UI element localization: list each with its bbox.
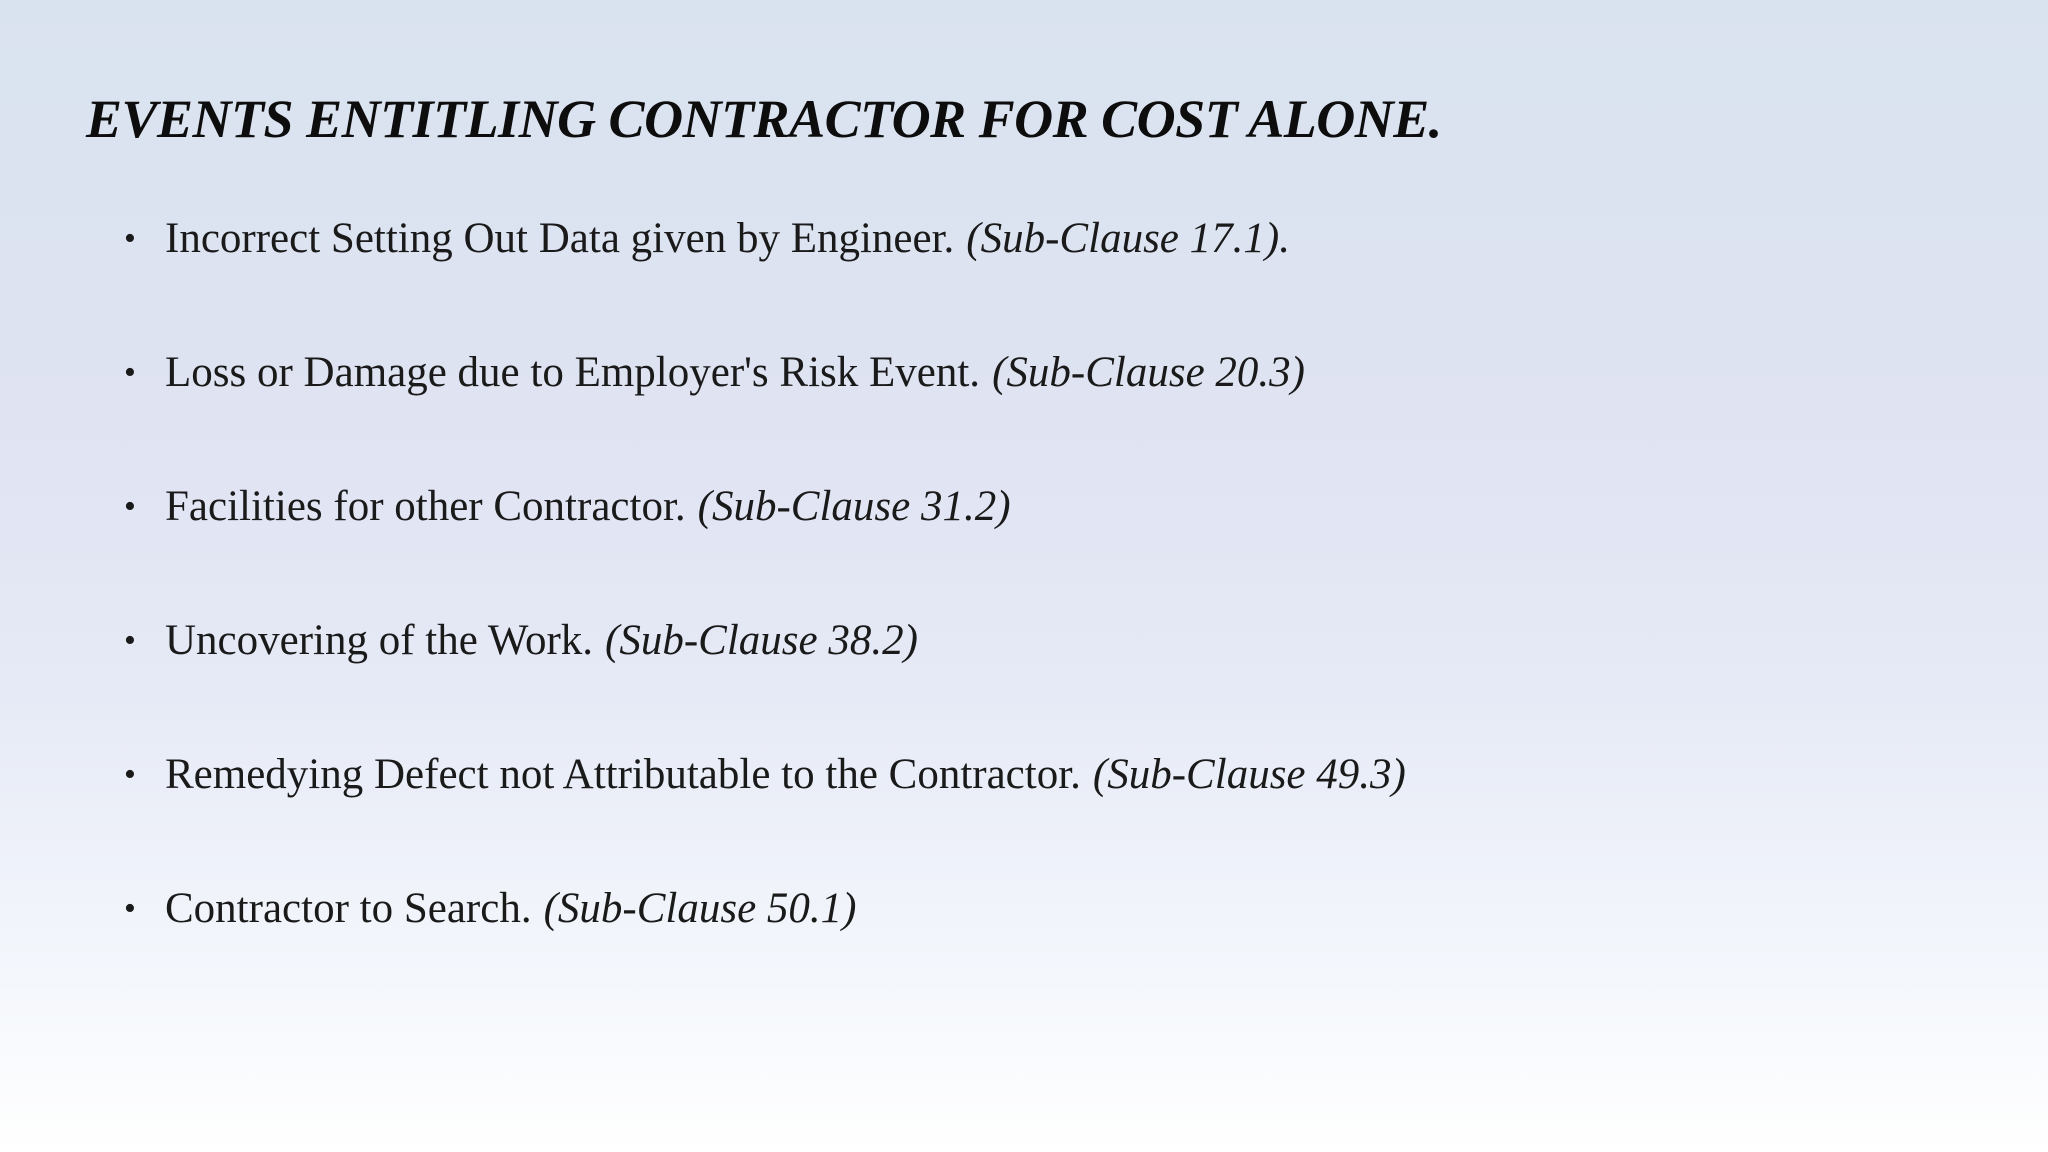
bullet-icon: • [124, 488, 136, 525]
sub-clause-reference: (Sub-Clause 38.2) [605, 617, 918, 664]
sub-clause-reference: (Sub-Clause 50.1) [543, 885, 857, 932]
bullet-icon: • [124, 756, 136, 793]
list-item [124, 616, 1406, 750]
list-item [124, 482, 1406, 616]
sub-clause-reference: (Sub-Clause 20.3) [992, 349, 1305, 396]
item-text: Uncovering of the Work. [165, 617, 594, 664]
item-text: Loss or Damage due to Employer's Risk Event. [165, 349, 981, 396]
bullet-icon: • [124, 220, 136, 257]
list-item [124, 214, 1406, 348]
bullet-list [124, 214, 1406, 1018]
sub-clause-reference: (Sub-Clause 17.1). [966, 215, 1290, 262]
list-item [124, 884, 1406, 1018]
sub-clause-reference: (Sub-Clause 31.2) [697, 483, 1011, 530]
slide-title: EVENTS ENTITLING CONTRACTOR FOR COST ALONE. [86, 89, 1442, 149]
item-text: Facilities for other Contractor. [165, 483, 686, 530]
item-text: Contractor to Search. [165, 885, 532, 932]
sub-clause-reference: (Sub-Clause 49.3) [1092, 751, 1406, 798]
bullet-icon: • [124, 622, 136, 659]
list-item [124, 348, 1406, 482]
item-text: Incorrect Setting Out Data given by Engineer. [165, 215, 955, 262]
item-text: Remedying Defect not Attributable to the Contractor. [165, 751, 1081, 798]
bullet-icon: • [124, 354, 136, 391]
list-item [124, 750, 1406, 884]
bullet-icon: • [124, 890, 136, 927]
